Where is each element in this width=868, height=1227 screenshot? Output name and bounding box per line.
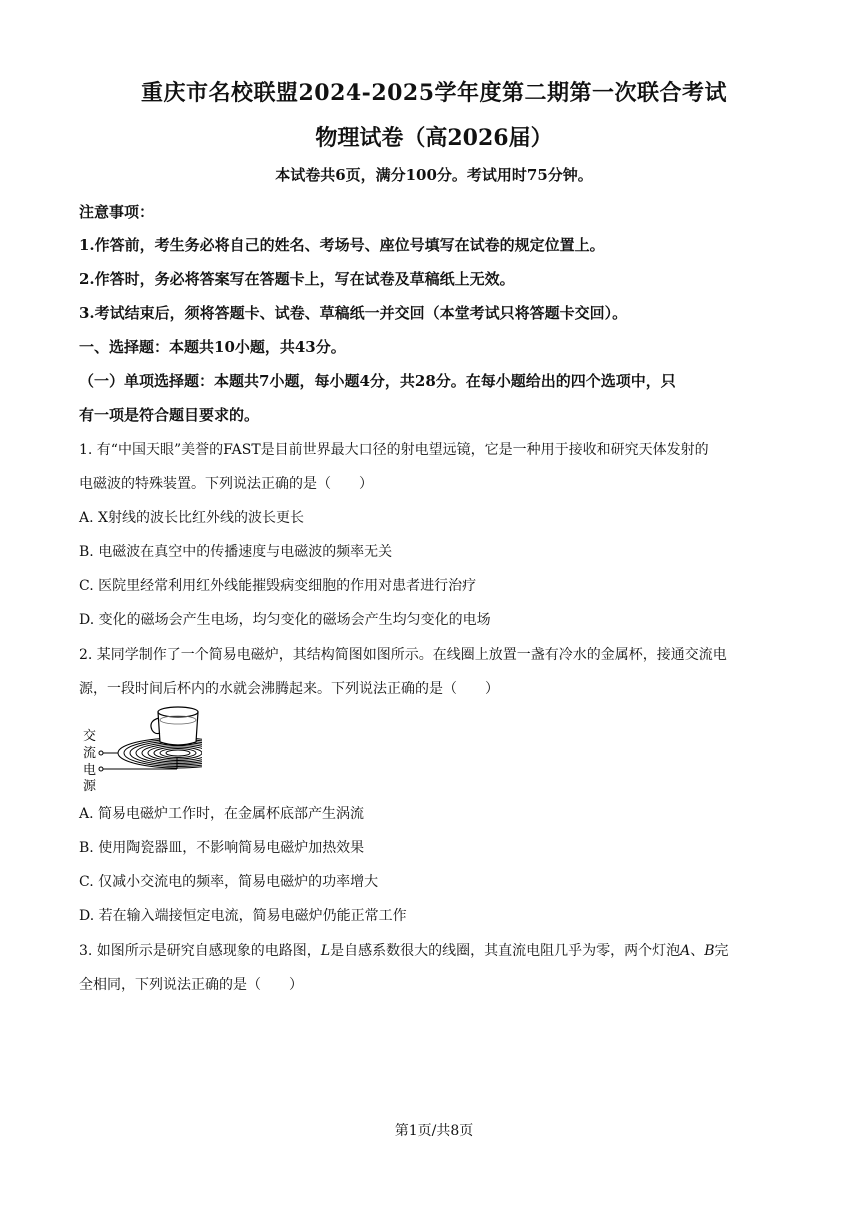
subsection-heading-line2: 有一项是符合题目要求的。: [79, 406, 260, 424]
induction-cooker-diagram: [82, 702, 202, 794]
q1-stem-line1: 1. 有“中国天眼”美誉的FAST是目前世界最大口径的射电望远镜，它是一种用于接收和研究天体发射的: [79, 442, 709, 458]
q2-option-b: B. 使用陶瓷器皿，不影响简易电磁炉加热效果: [79, 840, 365, 856]
exam-info: 本试卷共6页，满分100分。考试用时75分钟。: [275, 166, 593, 184]
q3-stem-line1: [79, 940, 794, 960]
q3-stem-part2: 是自感系数很大的线圈，其直流电阻几乎为零，两个灯泡: [330, 943, 681, 959]
q2-option-d: D. 若在输入端接恒定电流，简易电磁炉仍能正常工作: [79, 908, 407, 924]
q2-stem-line1: 2. 某同学制作了一个简易电磁炉，其结构简图如图所示。在线圈上放置一盏有冷水的金属杯，接通交流电: [79, 647, 727, 663]
section-heading: 一、选择题：本题共10小题，共43分。: [79, 338, 346, 356]
figure-label-3: 电: [83, 763, 97, 778]
q1-option-c: C. 医院里经常利用红外线能摧毁病变细胞的作用对患者进行治疗: [79, 578, 477, 594]
q3-stem-line2: 全相同，下列说法正确的是（ ）: [79, 977, 303, 993]
q3-symbol-l: L: [320, 943, 331, 959]
notice-heading: 注意事项：: [79, 203, 155, 221]
figure-label-2: 流: [83, 746, 97, 761]
notice-item-3: 3.考试结束后，须将答题卡、试卷、草稿纸一并交回（本堂考试只将答题卡交回）。: [79, 304, 628, 322]
q3-stem-sep: 、: [690, 943, 705, 959]
q3-stem-part1: 3. 如图所示是研究自感现象的电路图，: [79, 943, 321, 959]
induction-cooker-figure: [82, 702, 202, 794]
exam-title: 重庆市名校联盟2024-2025学年度第二期第一次联合考试: [140, 80, 728, 106]
q1-stem-line2: 电磁波的特殊装置。下列说法正确的是（ ）: [79, 476, 373, 492]
subsection-heading-line1: （一）单项选择题：本题共7小题，每小题4分，共28分。在每小题给出的四个选项中，只: [79, 372, 676, 390]
q3-symbol-a: A: [680, 943, 691, 959]
q1-option-d: D. 变化的磁场会产生电场，均匀变化的磁场会产生均匀变化的电场: [79, 612, 491, 628]
page-number: 第1页/共8页: [394, 1123, 474, 1139]
q1-option-b: B. 电磁波在真空中的传播速度与电磁波的频率无关: [79, 544, 393, 560]
notice-item-2: 2.作答时，务必将答案写在答题卡上，写在试卷及草稿纸上无效。: [79, 270, 515, 288]
figure-label-1: 交: [83, 729, 97, 744]
q2-stem-line2: 源，一段时间后杯内的水就会沸腾起来。下列说法正确的是（ ）: [79, 681, 499, 697]
q1-option-a: A. X射线的波长比红外线的波长更长: [79, 510, 304, 526]
q2-option-c: C. 仅减小交流电的频率，简易电磁炉的功率增大: [79, 874, 379, 890]
notice-item-1: 1.作答前，考生务必将自己的姓名、考场号、座位号填写在试卷的规定位置上。: [79, 236, 605, 254]
q3-stem-part3: 完: [714, 943, 729, 959]
q2-option-a: A. 简易电磁炉工作时，在金属杯底部产生涡流: [79, 806, 365, 822]
q3-symbol-b: B: [704, 943, 715, 959]
figure-label-4: 源: [83, 779, 97, 794]
exam-subtitle: 物理试卷（高2026届）: [315, 125, 553, 151]
